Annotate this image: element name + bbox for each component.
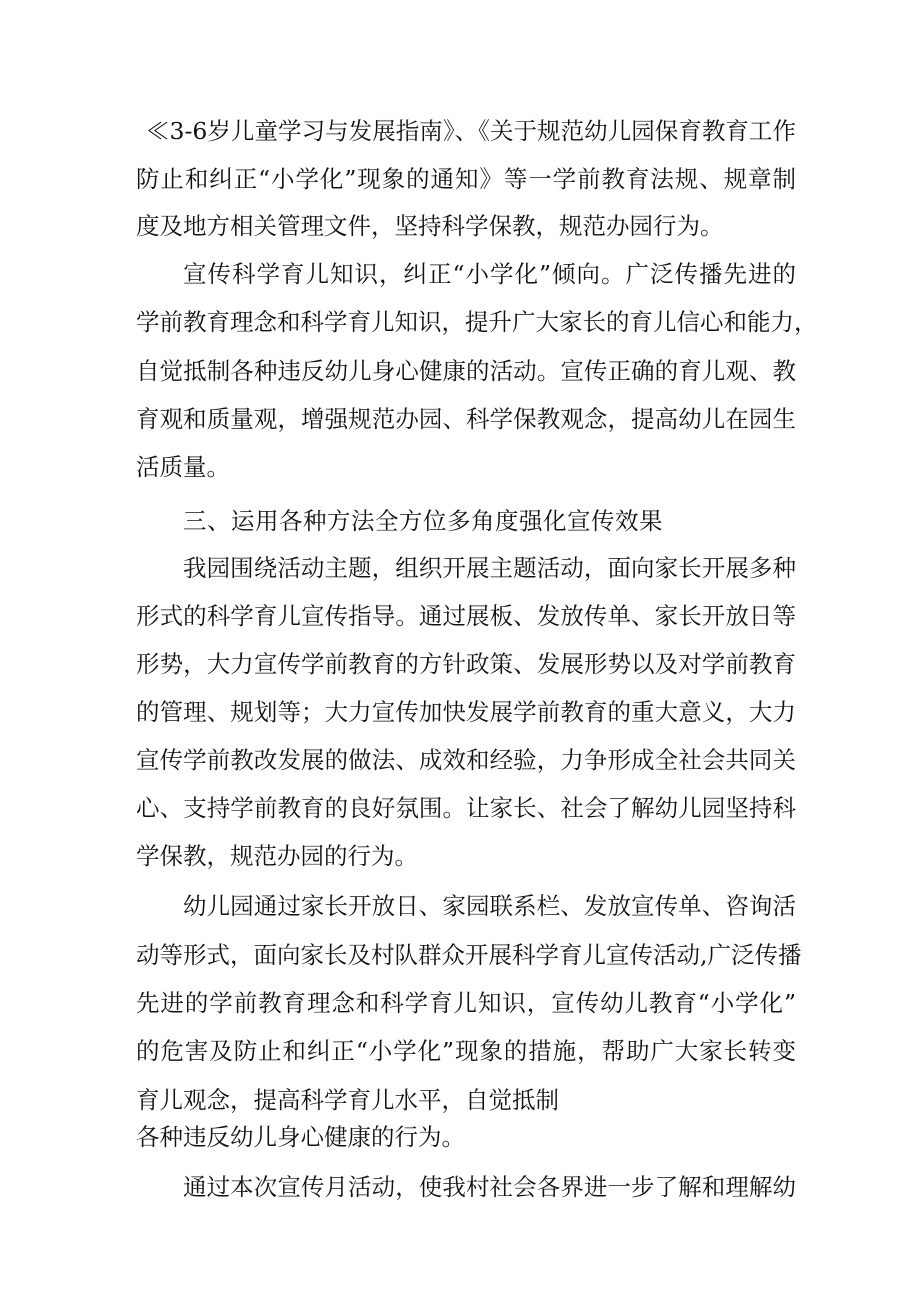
paragraph-4-line-1: 幼儿园通过家长开放日、家园联系栏、发放宣传单、咨询活 — [183, 892, 796, 920]
paragraph-3-line-7: 学保教，规范办园的行为。 — [136, 842, 418, 870]
paragraph-4-line-4: 的危害及防止和纠正“小学化”现象的措施，帮助广大家长转变 — [136, 1037, 796, 1065]
paragraph-4-line-6: 各种违反幼儿身心健康的行为。 — [136, 1123, 465, 1151]
paragraph-2-line-3: 自觉抵制各种违反幼儿身心健康的活动。宣传正确的育儿观、教 — [136, 357, 796, 385]
paragraph-3-line-6: 心、支持学前教育的良好氛围。让家长、社会了解幼儿园坚持科 — [136, 794, 796, 822]
paragraph-4-line-5: 育儿观念，提高科学育儿水平，自觉抵制 — [136, 1086, 559, 1114]
paragraph-1-line-3: 度及地方相关管理文件，坚持科学保教，规范办园行为。 — [136, 212, 724, 240]
paragraph-2-line-2: 学前教育理念和科学育儿知识，提升广大家长的育儿信心和能力， — [136, 308, 818, 336]
paragraph-2-line-1: 宣传科学育儿知识，纠正“小学化”倾向。广泛传播先进的 — [183, 260, 796, 288]
paragraph-1-line-1: ≪3-6岁儿童学习与发展指南》、《关于规范幼儿园保育教育工作 — [146, 117, 796, 145]
paragraph-3-line-2: 形式的科学育儿宣传指导。通过展板、发放传单、家长开放日等 — [136, 602, 796, 630]
paragraph-3-line-4: 的管理、规划等；大力宣传加快发展学前教育的重大意义，大力 — [136, 698, 796, 726]
paragraph-4-line-3: 先进的学前教育理念和科学育儿知识，宣传幼儿教育“小学化” — [136, 989, 796, 1017]
paragraph-1-line-2: 防止和纠正“小学化”现象的通知》等一学前教育法规、规章制 — [136, 165, 796, 193]
paragraph-5-line-1: 通过本次宣传月活动，使我村社会各界进一步了解和理解幼 — [183, 1173, 796, 1201]
section-heading: 三、运用各种方法全方位多角度强化宣传效果 — [183, 507, 663, 535]
paragraph-2-line-4: 育观和质量观，增强规范办园、科学保教观念，提高幼儿在园生 — [136, 405, 796, 433]
paragraph-4-line-2: 动等形式，面向家长及村队群众开展科学育儿宣传活动,广泛传播 — [136, 941, 802, 969]
paragraph-3-line-1: 我园围绕活动主题，组织开展主题活动，面向家长开展多种 — [183, 554, 796, 582]
paragraph-3-line-3: 形势，大力宣传学前教育的方针政策、发展形势以及对学前教育 — [136, 650, 796, 678]
paragraph-3-line-5: 宣传学前教改发展的做法、成效和经验，力争形成全社会共同关 — [136, 746, 796, 774]
paragraph-2-line-5: 活质量。 — [136, 453, 230, 481]
